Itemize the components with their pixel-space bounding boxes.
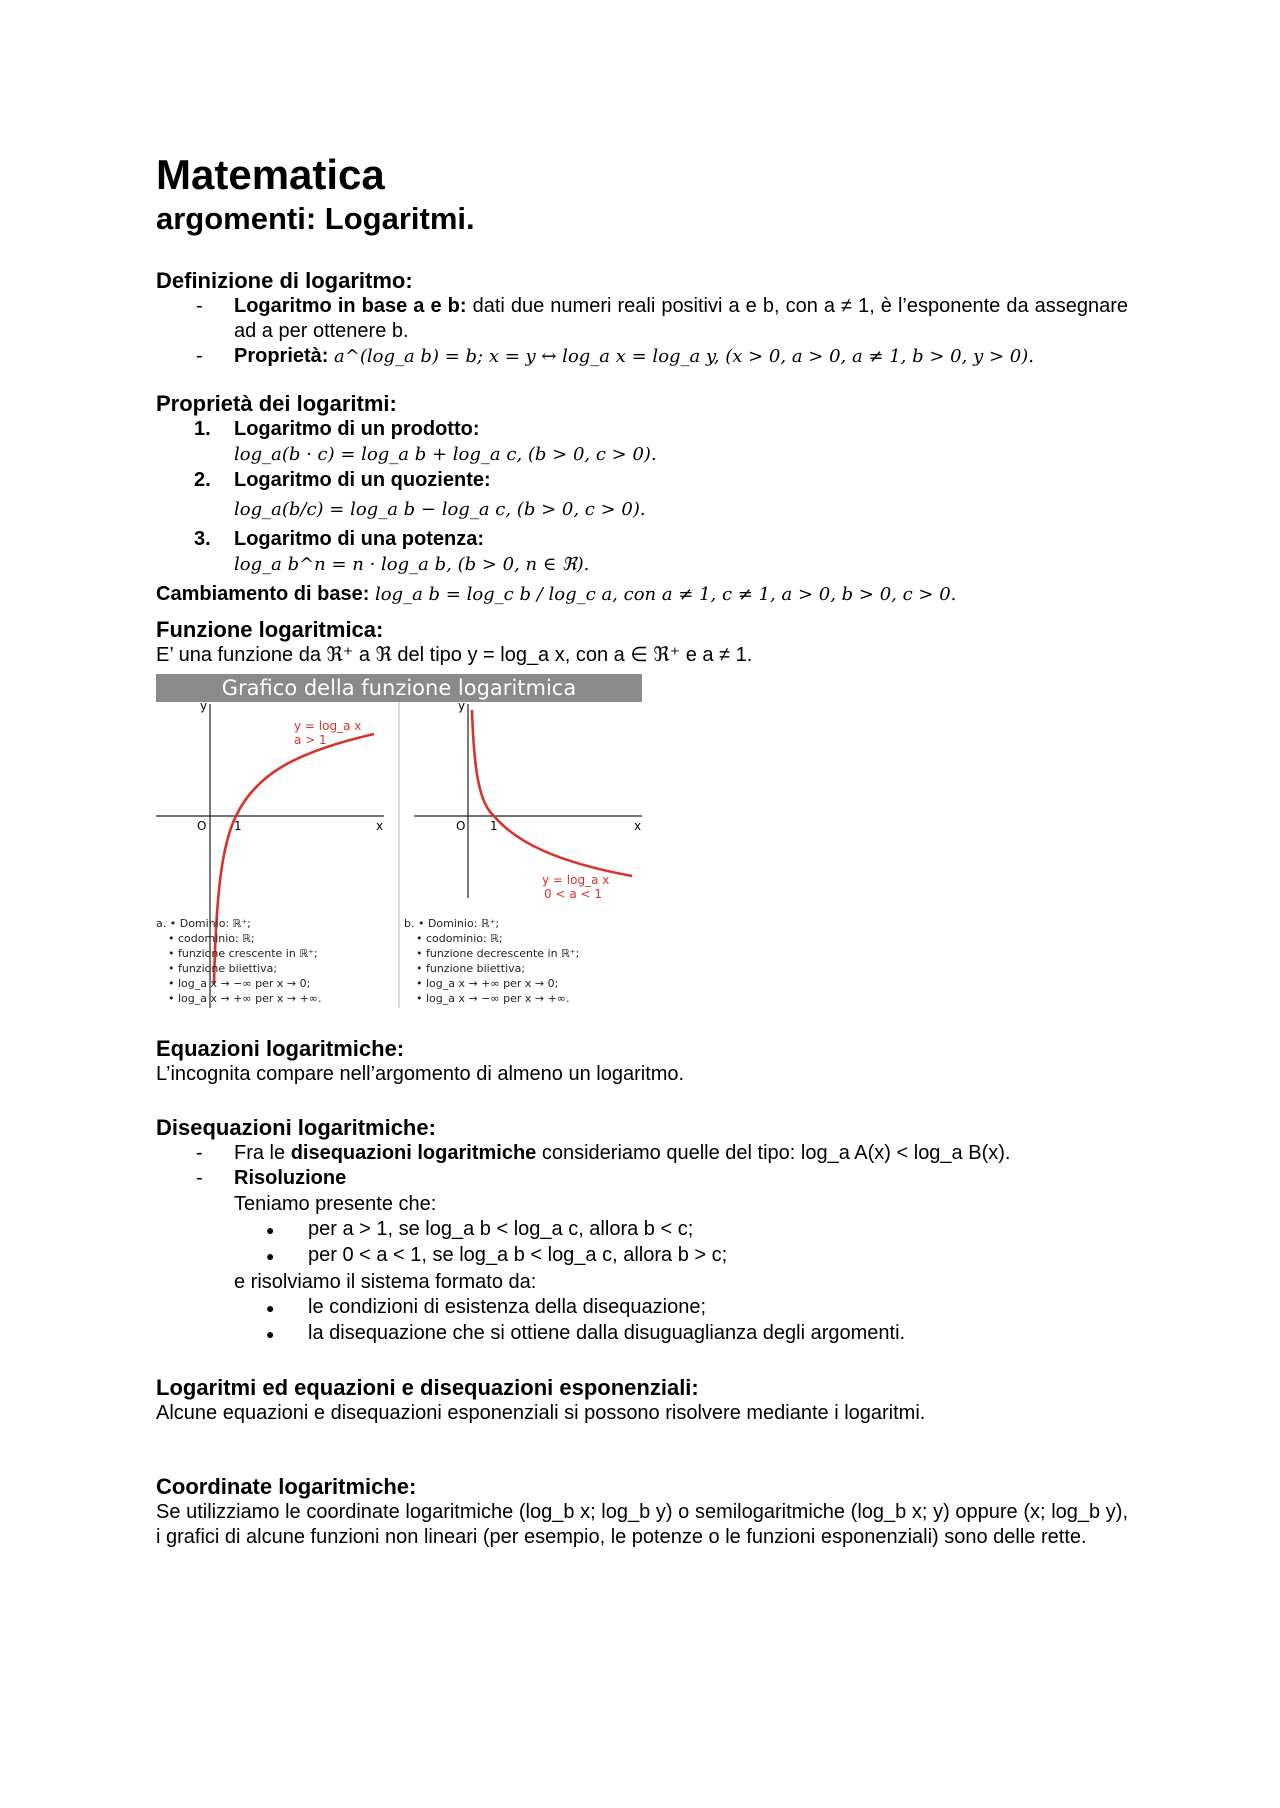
- graph-notes-a: a. • Dominio: ℝ⁺; • codominio: ℝ; • funzione crescente in ℝ⁺; • funzione biiettiva; • log_a x → −∞ per x → 0; • log_a x → +∞ per x → +∞.: [156, 917, 322, 1005]
- system-text: e risolviamo il sistema formato da:: [234, 1271, 537, 1293]
- property-rule: 2. Logaritmo di un quoziente:: [194, 469, 491, 491]
- right-origin-label: O: [456, 819, 466, 833]
- section-coordinates: [156, 1474, 1128, 1550]
- rule-formula: log_a(b · c) = log_a b + log_a c, (b > 0, c > 0).: [234, 444, 657, 465]
- left-curve-label: y = log_a x: [294, 719, 362, 733]
- property-rule: 1. Logaritmo di un prodotto:: [194, 418, 480, 440]
- right-curve: [472, 710, 632, 876]
- property-label: Proprietà:: [234, 345, 329, 367]
- list-item: ● la disequazione che si ottiene dalla disuguaglianza degli argomenti.: [156, 1321, 1128, 1347]
- list-item: ● per a > 1, se log_a b < log_a c, allora b < c;: [156, 1217, 1128, 1243]
- property-rule: 3. Logaritmo di una potenza:: [194, 528, 484, 550]
- rule-title: Logaritmo di un quoziente:: [234, 469, 491, 491]
- rule-title: Logaritmo di un prodotto:: [234, 418, 480, 440]
- function-heading: Funzione logaritmica:: [156, 617, 384, 642]
- left-x-label: x: [376, 819, 384, 833]
- coordinates-heading: Coordinate logaritmiche:: [156, 1474, 417, 1499]
- inequalities-item: [156, 1166, 1128, 1191]
- properties-heading: Proprietà dei logaritmi:: [156, 391, 397, 416]
- change-of-base: [156, 578, 1128, 611]
- right-one-label: 1: [490, 819, 498, 833]
- list-item: ● per 0 < a < 1, se log_a b < log_a c, allora b > c;: [156, 1243, 1128, 1269]
- definition-item: [156, 294, 1128, 344]
- section-definition: [156, 268, 1128, 369]
- dash-marker: -: [196, 295, 203, 317]
- coordinates-text: Se utilizziamo le coordinate logaritmiche (log_b x; log_b y) o semilogaritmiche (log_b x; y) oppure (x; log_b y), i grafici di alcune funzioni non lineari (per esempio, le potenze o le funzioni esponenziali) sono delle rette.: [156, 1501, 1128, 1548]
- left-y-label: y: [200, 699, 208, 713]
- property-item: [156, 344, 1128, 369]
- rule-formula: log_a(b/c) = log_a b − log_a c, (b > 0, c > 0).: [234, 499, 646, 520]
- exponential-text: Alcune equazioni e disequazioni esponenziali si possono risolvere mediante i logaritmi.: [156, 1402, 926, 1424]
- resolution-intro: Teniamo presente che:: [234, 1193, 437, 1215]
- bullet-icon: ●: [266, 1326, 275, 1342]
- inequalities-item: - Fra le disequazioni logaritmiche consideriamo quelle del tipo: log_a A(x) < log_a B(x).: [156, 1141, 1128, 1166]
- definition-item-text: dati due numeri reali positivi a e b, con a ≠ 1, è l’esponente da assegnare ad a per ottenere b.: [234, 295, 1129, 342]
- resolution-label: Risoluzione: [234, 1167, 347, 1189]
- section-exponential: [156, 1375, 1128, 1426]
- dash-marker: -: [196, 345, 203, 367]
- right-x-label: x: [634, 819, 642, 833]
- bullet-icon: ●: [266, 1300, 275, 1316]
- graph-notes-b: b. • Dominio: ℝ⁺; • codominio: ℝ; • funzione decrescente in ℝ⁺; • funzione biiettiva; • log_a x → +∞ per x → 0; • log_a x → −∞ per x → +∞.: [404, 917, 580, 1005]
- bullet-icon: ●: [266, 1248, 275, 1264]
- dash-marker: -: [196, 1142, 203, 1164]
- bullet-icon: ●: [266, 1222, 275, 1238]
- rule-formula: log_a b^n = n · log_a b, (b > 0, n ∈ ℜ).: [234, 554, 590, 575]
- definition-heading: Definizione di logaritmo:: [156, 268, 413, 293]
- left-origin-label: O: [197, 819, 207, 833]
- function-text: E’ una funzione da ℜ⁺ a ℜ del tipo y = log_a x, con a ∈ ℜ⁺ e a ≠ 1.: [156, 644, 753, 666]
- section-inequalities: [156, 1115, 1128, 1347]
- property-formula: a^(log_a b) = b; x = y ↔ log_a x = log_a y, (x > 0, a > 0, a ≠ 1, b > 0, y > 0).: [334, 346, 1034, 367]
- right-curve-condition: 0 < a < 1: [544, 887, 602, 901]
- inequalities-heading: Disequazioni logaritmiche:: [156, 1115, 436, 1140]
- right-curve-label: y = log_a x: [542, 873, 610, 887]
- left-curve-condition: a > 1: [294, 733, 327, 747]
- page-subtitle: argomenti: Logaritmi.: [156, 201, 475, 236]
- document-page: [156, 150, 1128, 1572]
- change-formula: log_a b = log_c b / log_c a, con a ≠ 1, c ≠ 1, a > 0, b > 0, c > 0.: [374, 584, 957, 605]
- graph-title: Grafico della funzione logaritmica: [221, 676, 577, 700]
- section-equations: [156, 1036, 1128, 1087]
- equations-text: L’incognita compare nell’argomento di almeno un logaritmo.: [156, 1063, 685, 1085]
- log-graph-figure: [156, 674, 642, 1008]
- equations-heading: Equazioni logaritmiche:: [156, 1036, 405, 1061]
- page-title: Matematica: [156, 151, 385, 198]
- right-y-label: y: [458, 699, 466, 713]
- change-label: Cambiamento di base:: [156, 583, 370, 605]
- section-function: [156, 617, 1128, 1008]
- section-properties: [156, 391, 1128, 611]
- left-one-label: 1: [234, 819, 242, 833]
- definition-item-label: Logaritmo in base a e b:: [234, 295, 467, 317]
- exponential-heading: Logaritmi ed equazioni e disequazioni esponenziali:: [156, 1375, 699, 1400]
- dash-marker: -: [196, 1167, 203, 1189]
- rule-title: Logaritmo di una potenza:: [234, 528, 484, 550]
- list-item: ● le condizioni di esistenza della disequazione;: [156, 1295, 1128, 1321]
